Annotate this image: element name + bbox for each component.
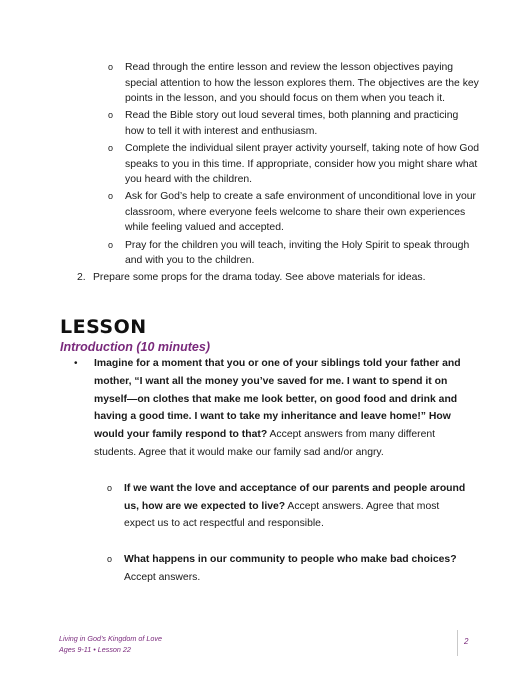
footer-divider: [457, 630, 458, 656]
page-number: 2: [464, 637, 469, 646]
hollow-bullet-icon: o: [107, 482, 113, 493]
prep-item: [108, 60, 480, 107]
item-number: 2.: [77, 272, 86, 284]
section-heading: LESSON: [60, 316, 147, 338]
bullet-icon: •: [74, 358, 78, 369]
footer-subtitle: Ages 9-11 • Lesson 22: [59, 645, 131, 654]
footer-curriculum-info: [59, 633, 162, 655]
hollow-bullet-icon: o: [107, 554, 113, 565]
lesson-body: [0, 355, 532, 587]
prep-item-text: Read through the entire lesson and review the lesson objectives paying special attention to how the lesson explores them. The objectives are the key points in the lesson, and you should focus on them when you teach it.: [125, 62, 479, 105]
hollow-bullet-icon: o: [108, 110, 114, 121]
prep-item-text: Pray for the children you will teach, inviting the Holy Spirit to speak through and with you to the children.: [125, 239, 470, 267]
hollow-bullet-icon: o: [108, 239, 114, 250]
prep-item-text: Ask for God’s help to create a safe environment of unconditional love in your classroom, where everyone feels welcome to share their own experiences while feeling valued and accepted.: [125, 191, 476, 234]
intro-prompt-bold: Imagine for a moment that you or one of your siblings told your father and mother, “I want all the money you’ve saved for me. I want to spend it on myself—on clothes that make me look better, on good food and drink and having a good time. I want to take my inheritance and leave home!” How would your family respond to that?: [94, 358, 461, 441]
question-bold: What happens in our community to people who make bad choices?: [124, 554, 457, 566]
discussion-question: [107, 551, 472, 587]
prep-item-text: Complete the individual silent prayer activity yourself, taking note of how God speaks to you in this time. If appropriate, consider how you might share what you heard with the children.: [125, 142, 480, 186]
numbered-item-text: Prepare some props for the drama today. See above materials for ideas.: [93, 272, 426, 284]
question-instructions: Accept answers.: [124, 571, 201, 583]
question-instructions: Accept answers. Agree that most expect us to act respectful and responsible.: [124, 500, 440, 530]
hollow-bullet-icon: o: [108, 142, 114, 153]
prep-item: [108, 238, 480, 269]
preparation-list: [0, 60, 532, 286]
prep-item: [108, 141, 480, 188]
numbered-item: [77, 270, 493, 286]
hollow-bullet-icon: o: [108, 62, 114, 72]
intro-prompt-instructions: Accept answers from many different students. Agree that it would make our family sad and/or angry.: [94, 429, 436, 458]
footer-title: Living in God’s Kingdom of Love: [59, 634, 162, 643]
intro-prompt: [74, 355, 479, 462]
hollow-bullet-icon: o: [108, 191, 114, 202]
discussion-question: [107, 480, 472, 533]
prep-item-text: Read the Bible story out loud several times, both planning and practicing how to tell it with interest and enthusiasm.: [125, 110, 459, 137]
prep-item: [108, 189, 480, 236]
prep-item: [108, 108, 480, 139]
section-subheading: Introduction (10 minutes): [60, 340, 210, 354]
question-bold: If we want the love and acceptance of our parents and people around us, how are we expected to live?: [124, 482, 466, 512]
